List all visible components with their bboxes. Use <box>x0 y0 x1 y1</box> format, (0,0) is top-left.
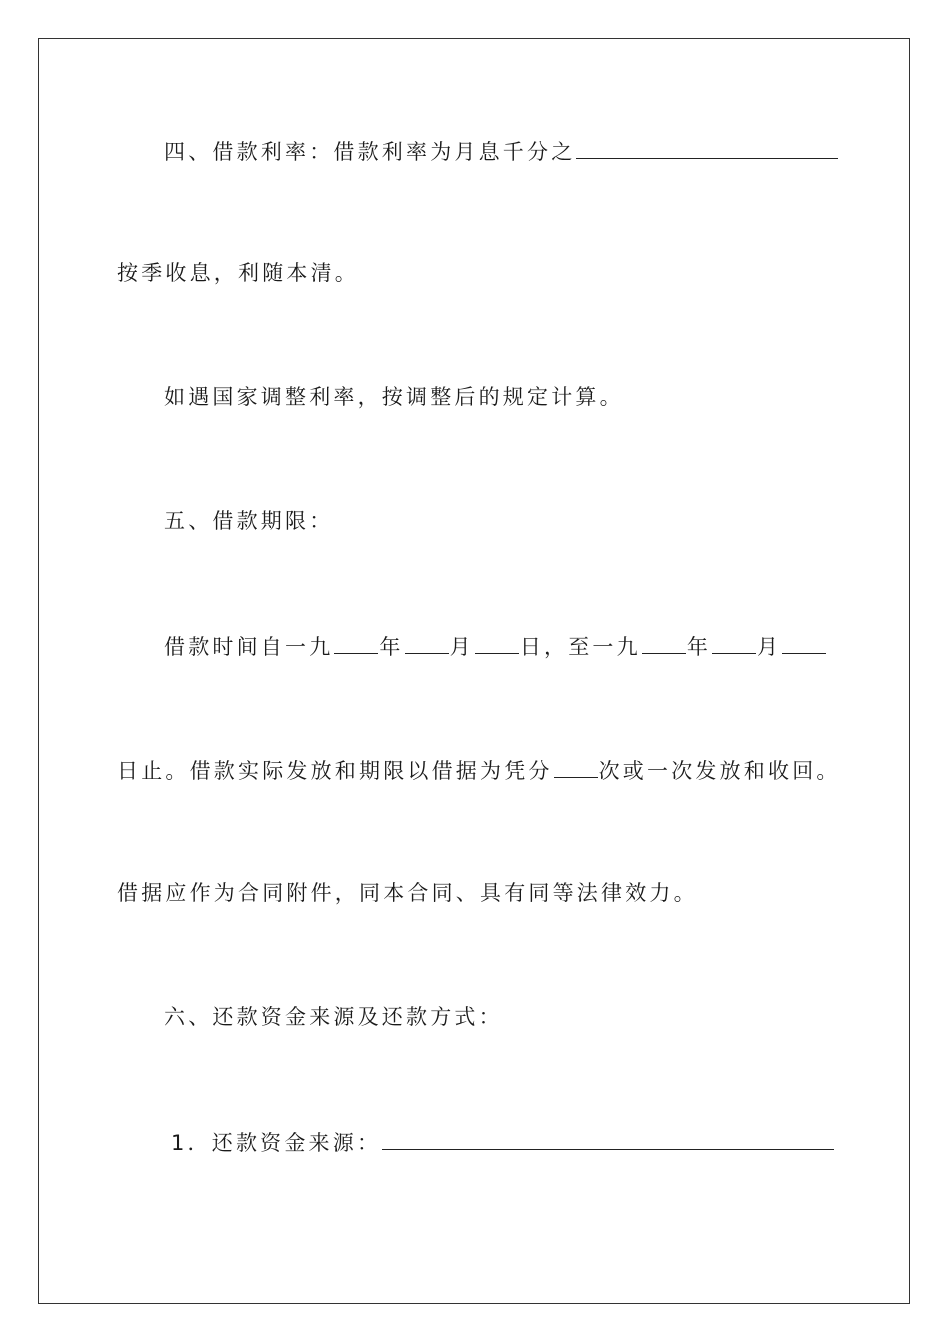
clause5-line2 <box>117 755 841 785</box>
rate-blank[interactable] <box>576 136 838 159</box>
period-to-month-label: 月 <box>757 635 782 659</box>
clause6-item1 <box>171 1127 835 1157</box>
repayment-source-label: 1．还款资金来源： <box>171 1131 382 1155</box>
to-day-blank[interactable] <box>782 631 826 654</box>
to-month-blank[interactable] <box>712 631 756 654</box>
installments-blank[interactable] <box>554 755 598 778</box>
clause5-line3: 借据应作为合同附件，同本合同、具有同等法律效力。 <box>117 881 698 905</box>
clause4-rate-text: 四、借款利率：借款利率为月息千分之 <box>164 140 576 164</box>
from-day-blank[interactable] <box>475 631 519 654</box>
clause5-period-line <box>164 631 827 661</box>
period-from-text: 借款时间自一九 <box>164 635 334 659</box>
page-border <box>38 38 910 1304</box>
from-year-blank[interactable] <box>334 631 378 654</box>
repayment-source-blank[interactable] <box>382 1127 834 1150</box>
clause4-line2: 按季收息，利随本清。 <box>117 261 359 285</box>
period-to-year-label: 年 <box>686 635 712 659</box>
disbursement-text-end: 次或一次发放和收回。 <box>598 759 841 783</box>
disbursement-text: 日止。借款实际发放和期限以借据为凭分 <box>117 759 553 783</box>
clause4-line1 <box>164 136 839 166</box>
period-month-label: 月 <box>449 635 474 659</box>
period-year-label: 年 <box>379 635 404 659</box>
clause5-title: 五、借款期限： <box>164 509 334 533</box>
clause4-line3: 如遇国家调整利率，按调整后的规定计算。 <box>164 385 624 409</box>
clause6-title: 六、还款资金来源及还款方式： <box>164 1005 503 1029</box>
period-to-text: 日，至一九 <box>519 635 641 659</box>
from-month-blank[interactable] <box>405 631 449 654</box>
to-year-blank[interactable] <box>642 631 686 654</box>
